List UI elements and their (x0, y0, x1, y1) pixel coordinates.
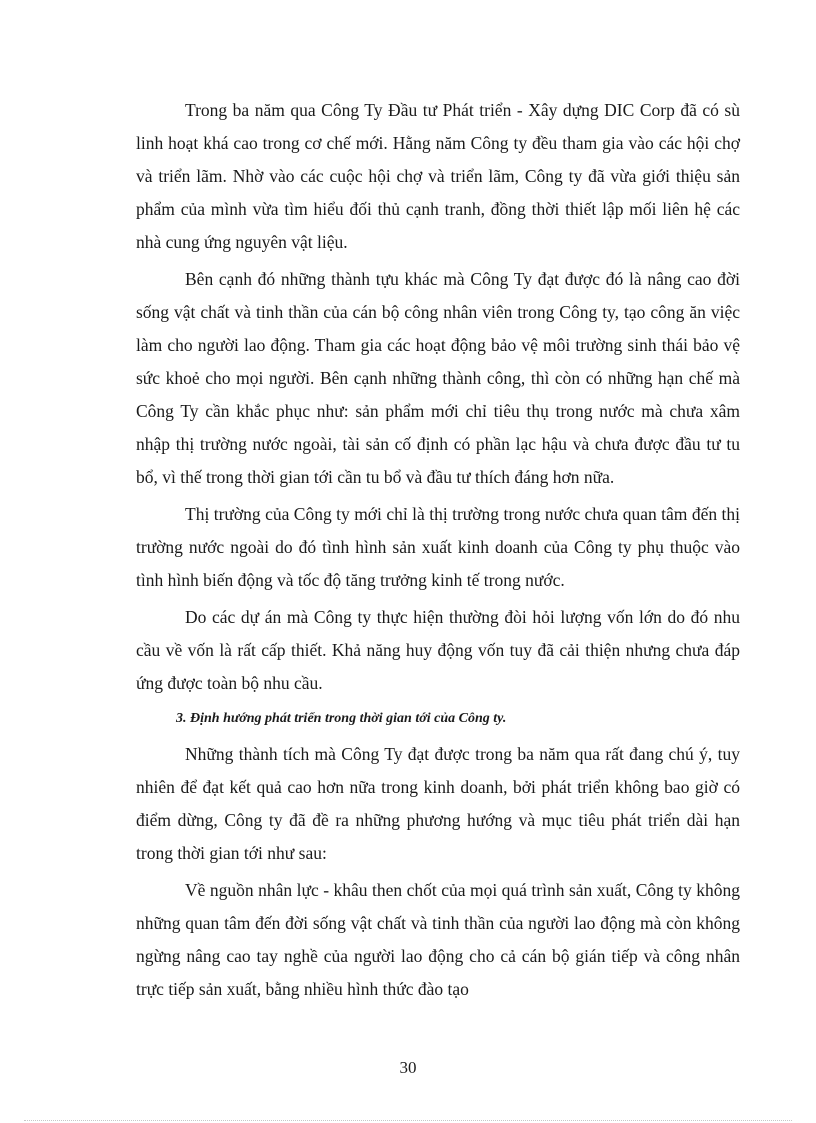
document-body (136, 94, 740, 1010)
page-bottom-divider (24, 1120, 792, 1121)
paragraph-domestic-market: Thị trường của Công ty mới chỉ là thị trường trong nước chưa quan tâm đến thị trường nước ngoài do đó tình hình sản xuất kinh doanh của Công ty phụ thuộc vào tình hình biến động và tốc độ tăng trưởng kinh tế trong nước. (136, 504, 740, 590)
paragraph-capital-needs: Do các dự án mà Công ty thực hiện thường đòi hỏi lượng vốn lớn do đó nhu cầu về vốn là rất cấp thiết. Khả năng huy động vốn tuy đã cải thiện nhưng chưa đáp ứng được toàn bộ nhu cầu. (136, 607, 740, 693)
paragraph-participation-fairs: Trong ba năm qua Công Ty Đầu tư Phát triển - Xây dựng DIC Corp đã có sù linh hoạt khá cao trong cơ chế mới. Hằng năm Công ty đều tham gia vào các hội chợ và triển lãm. Nhờ vào các cuộc hội chợ và triển lãm, Công ty đã vừa giới thiệu sản phẩm của mình vừa tìm hiểu đối thủ cạnh tranh, đồng thời thiết lập mối liên hệ các nhà cung ứng nguyên vật liệu. (136, 100, 740, 252)
paragraph-development-goals: Những thành tích mà Công Ty đạt được trong ba năm qua rất đang chú ý, tuy nhiên để đạt kết quả cao hơn nữa trong kinh doanh, bởi phát triển không bao giờ có điểm dừng, Công ty đã đề ra những phương hướng và mục tiêu phát triển dài hạn trong thời gian tới như sau: (136, 744, 740, 863)
paragraph-human-resources: Về nguồn nhân lực - khâu then chốt của mọi quá trình sản xuất, Công ty không những quan tâm đến đời sống vật chất và tinh thần của người lao động mà còn không ngừng nâng cao tay nghề của người lao động cho cả cán bộ gián tiếp và công nhân trực tiếp sản xuất, bằng nhiều hình thức đào tạo (136, 880, 740, 999)
section-heading: 3. Định hướng phát triển trong thời gian tới của Công ty. (176, 711, 507, 726)
page-number: 30 (399, 1058, 417, 1077)
paragraph-achievements-limitations: Bên cạnh đó những thành tựu khác mà Công Ty đạt được đó là nâng cao đời sống vật chất và tinh thần của cán bộ công nhân viên trong Công ty, tạo công ăn việc làm cho người lao động. Tham gia các hoạt động bảo vệ môi trường sinh thái bảo vệ sức khoẻ cho mọi người. Bên cạnh những thành công, thì còn có những hạn chế mà Công Ty cần khắc phục như: sản phẩm mới chỉ tiêu thụ trong nước mà chưa xâm nhập thị trường nước ngoài, tài sản cố định có phần lạc hậu và chưa được đầu tư tu bổ, vì thế trong thời gian tới cần tu bổ và đầu tư thích đáng hơn nữa. (136, 269, 740, 487)
